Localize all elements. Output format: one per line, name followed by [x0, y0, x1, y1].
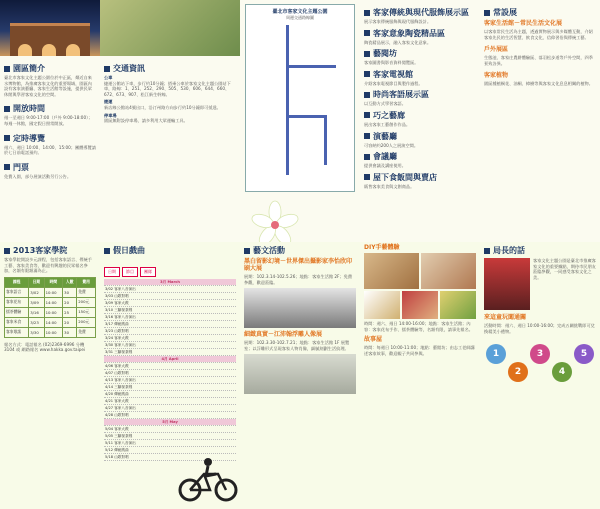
school-cell: 25 [63, 307, 77, 317]
outdoor-title: 戶外展區 [484, 46, 509, 54]
column-facilities [360, 0, 480, 509]
calendar-heading: 假日戲曲 [104, 245, 236, 256]
calendar-item: 3/09 客家大戲 [104, 300, 236, 307]
calendar-item: 4/28 山歌對唱 [104, 412, 236, 419]
parking-text: 園區無附設停車場，請多利用大眾運輸工具。 [104, 118, 188, 124]
calendar-item: 3/31 三腳採茶戲 [104, 349, 236, 356]
school-cell: 14:00 [44, 317, 63, 327]
school-cell: 3/30 [29, 327, 44, 337]
traffic-heading: 交通資訊 [104, 63, 236, 74]
column-map [240, 0, 360, 509]
mrt-text: 新店線公館站4號出口，沿汀州路方向步行約10分鐘即可抵達。 [104, 104, 221, 110]
calendar-item: 5/05 三腳採茶戲 [104, 433, 236, 440]
calendar-item: 4/14 三腳採茶戲 [104, 384, 236, 391]
facility-text: 客家圖書與影音資料閱覽區。 [364, 60, 419, 66]
school-footer: 報名方式：電話報名 (02)2369-6996 分機 3104 或 網路報名 www.hakka.gov.taipei [4, 341, 86, 353]
exhibit2-photo [244, 354, 356, 394]
facility-text: 陶瓷精品展示，融入客家文化意象。 [364, 39, 432, 45]
school-cell: 30 [63, 287, 77, 297]
school-cell: 免費 [77, 287, 96, 297]
calendar-item: 4/20 傳統戲曲 [104, 391, 236, 398]
school-text: 客家學院開設多元課程，包括客家語言、傳統手工藝、客家美食等，歡迎有興趣的民眾報名參加，名額有限額滿為止。 [4, 257, 92, 274]
school-cell: 客家語言 [5, 287, 29, 297]
intro-heading: 園區簡介 [4, 63, 96, 74]
school-cell: 20 [63, 317, 77, 327]
tour-text: 週六、週日 10:00、14:00、15:00；團體導覽請於七日前電話預約。 [4, 144, 96, 156]
school-col-header: 人數 [63, 277, 77, 287]
plants-text: 園區種植桐花、油桐、樟樹等與客家文化息息相關的植物。 [484, 81, 593, 87]
school-table [4, 277, 96, 338]
facility-text: 販售客家美食與文創商品。 [364, 183, 415, 189]
calendar-legend: 日期 節目 團隊 [104, 258, 236, 277]
route-map [245, 4, 355, 192]
school-cell: 3/23 [29, 317, 44, 327]
school-col-header: 日期 [29, 277, 44, 287]
school-cell: 10:00 [44, 287, 63, 297]
calendar-item: 5/12 傳統戲曲 [104, 447, 236, 454]
diy-photos-2 [364, 291, 476, 319]
school-cell: 200元 [77, 297, 96, 307]
ticket-text: 免費入園，部分展演活動另行公告。 [4, 173, 72, 179]
column-exhibit [480, 0, 600, 509]
school-cell: 3/09 [29, 297, 44, 307]
facility-text: 提供會議及講座使用。 [364, 163, 406, 169]
school-cell: 10:00 [44, 327, 63, 337]
exhibit-text: 以客家常民生活為主題，透過實物展示與多媒體互動，介紹客家先民的生活智慧、飲食文化、信仰習俗與傳統工藝。 [484, 29, 593, 40]
school-cell: 客家歌謠 [5, 327, 29, 337]
school-cell: 200元 [77, 317, 96, 327]
diy-title: DIY手藝體驗 [364, 244, 400, 251]
facility-heading: 會議廳 [364, 151, 476, 162]
facility-heading: 客家意象陶瓷精品區 [364, 28, 476, 39]
fun-text: 活動時間：週六、週日 10:00-16:00；完成五關挑戰即可兌換精美小禮物。 [484, 323, 595, 334]
bus-label: 公車 [104, 75, 113, 80]
calendar-item: 4/21 客家大戲 [104, 398, 236, 405]
exhibit-subtitle: 客家生活館－常民生活文化展 [484, 20, 563, 27]
column-traffic [100, 0, 240, 509]
facility-list [360, 4, 480, 189]
diy-text: 時間：週六、週日 14:00-16:00；地點：客家生活館；內容：客家花布手作、擂茶體驗等，名額有限，請事先報名。 [364, 321, 473, 332]
calendar-item: 5/04 客家大戲 [104, 426, 236, 433]
calendar-item: 5/18 山歌對唱 [104, 454, 236, 461]
bike-rider-icon [178, 456, 238, 502]
calendar-item: 3/24 客家大戲 [104, 335, 236, 342]
calendar-month: 4月 April [104, 356, 236, 363]
tour-heading: 定時導覽 [4, 133, 96, 144]
stage-circles [480, 338, 600, 398]
calendar-item: 3/23 山歌對唱 [104, 328, 236, 335]
exhibit1-text: 展期：102.3.14-102.5.26；地點：客家生活館 2F；免費參觀，歡迎蒞臨。 [244, 274, 353, 285]
exhibit1-title: 黑白留影幻境－世界傑出攝影家李怡欣印刷大展 [244, 258, 353, 272]
school-cell: 客家花布 [5, 297, 29, 307]
exhibit2-text: 展期：102.3.30-102.7.21；地點：客家生活館 1F 展覽室；以浮雕形式呈現客家人物肖像，細膩刻劃生活紋理。 [244, 340, 350, 351]
calendar-item: 3/03 山歌對唱 [104, 293, 236, 300]
director-heading: 局長的話 [484, 245, 596, 256]
school-cell: 3/16 [29, 307, 44, 317]
school-cell: 14:00 [44, 297, 63, 307]
map-title: 臺北市客家文化主題公園 [272, 9, 328, 15]
map-subtitle: 周邊交通路線圖 [286, 15, 314, 20]
facility-text: 展示客家傳統服飾與現代服飾設計。 [364, 19, 432, 24]
school-cell: 擂茶體驗 [5, 307, 29, 317]
facility-heading: 時尚客語展示區 [364, 89, 476, 100]
school-cell: 客家米食 [5, 317, 29, 327]
facility-text: 介紹客家電視節目與製作過程。 [364, 80, 423, 86]
night-photo [0, 0, 100, 56]
calendar-item: 3/10 三腳採茶戲 [104, 307, 236, 314]
fun-title: 來這童玩闖通關 [484, 314, 527, 321]
facility-heading: 藝閱坊 [364, 48, 476, 59]
hours-text: 週一至週日 9:00-17:00（戶外 9:00-18:00）；每週一休館，國定假日照常開放。 [4, 115, 93, 126]
calendar-item: 3/30 客家八音演出 [104, 342, 236, 349]
school-cell: 10:00 [44, 307, 63, 317]
bus-text: 捷運公館站下車，步行約10分鐘；搭乘公車於客家文化主題公園站下車，路線：1、251、252、290、505、530、606、644、660、672、673、907、松江新生幹線。 [104, 80, 231, 97]
plants-title: 客家植物 [484, 72, 509, 80]
facility-heading: 巧之藝廊 [364, 110, 476, 121]
calendar-item: 3/02 客家八音演出 [104, 286, 236, 293]
park-photo [100, 0, 240, 56]
school-row [5, 287, 96, 297]
facility-heading: 演藝廳 [364, 131, 476, 142]
diy-photos [364, 253, 476, 289]
stage-circle: 2 [508, 362, 528, 382]
exhibit1-photo [244, 288, 356, 328]
facility-heading: 屋下食飯間與賣店 [364, 172, 476, 183]
calendar-item: 4/06 客家大戲 [104, 363, 236, 370]
outdoor-text: 生態池、客家庄農耕體驗區、落羽松步道等戶外空間，四季景致各異。 [484, 55, 593, 66]
school-row [5, 317, 96, 327]
calendar-item: 3/17 傳統戲曲 [104, 321, 236, 328]
school-cell: 20 [63, 297, 77, 307]
facility-text: 可容納約200人之展演空間。 [364, 142, 419, 148]
story-text: 時間：每週日 10:00-11:00；地點：藝閱坊；由志工老師講述客家故事，歡迎親子共同參與。 [364, 345, 475, 356]
director-text: 客家文化主題公園是臺北市推廣客家文化的重要據點，期待市民朋友蒞臨參觀，一同感受客家文化之美。 [533, 258, 596, 280]
hours-heading: 開放時間 [4, 103, 96, 114]
calendar-item: 4/27 客家八音演出 [104, 405, 236, 412]
school-cell: 150元 [77, 307, 96, 317]
school-row [5, 307, 96, 317]
school-row [5, 327, 96, 337]
school-cell: 3/02 [29, 287, 44, 297]
story-title: 故事屋 [364, 336, 383, 344]
facility-heading: 客家電視館 [364, 69, 476, 80]
ticket-heading: 門票 [4, 162, 96, 173]
school-heading: 2013客家學院 [4, 245, 96, 256]
mrt-label: 捷運 [104, 99, 113, 105]
calendar-item: 4/07 山歌對唱 [104, 370, 236, 377]
facility-text: 以互動方式學習客語。 [364, 101, 406, 107]
stage-circle: 5 [574, 344, 594, 364]
column-intro [0, 0, 100, 509]
director-photo [484, 258, 530, 310]
school-cell: 免費 [77, 327, 96, 337]
parking-label: 停車場 [104, 112, 117, 118]
calendar-month: 5月 May [104, 419, 236, 426]
stage-circle: 4 [552, 362, 572, 382]
facility-text: 展出客家工藝創作作品。 [364, 121, 411, 127]
facility-heading: 客家傳統與現代服飾展示區 [364, 7, 476, 18]
calendar-table [104, 279, 236, 461]
exhibit-heading: 常設展 [484, 7, 596, 18]
activity-heading: 藝文活動 [244, 245, 356, 256]
school-col-header: 費用 [77, 277, 96, 287]
stage-circle: 3 [530, 344, 550, 364]
school-col-header: 時間 [44, 277, 63, 287]
calendar-month: 3月 March [104, 279, 236, 286]
calendar-item: 4/13 客家八音演出 [104, 377, 236, 384]
exhibit2-title: 細緻真實－江沛翰浮雕人像展 [244, 331, 323, 339]
calendar-item: 3/16 客家八音演出 [104, 314, 236, 321]
school-cell: 30 [63, 327, 77, 337]
calendar-item: 5/11 客家八音演出 [104, 440, 236, 447]
school-row [5, 297, 96, 307]
intro-text: 臺北市客家文化主題公園位於中正區，鄰近自來水博物館，為推廣客家文化的重要場域，園區內設有客家演藝廳、客家生活館等設施，提供民眾休閒與學習客家文化的空間。 [4, 75, 92, 97]
stage-circle: 1 [486, 344, 506, 364]
school-col-header: 課程 [5, 277, 29, 287]
